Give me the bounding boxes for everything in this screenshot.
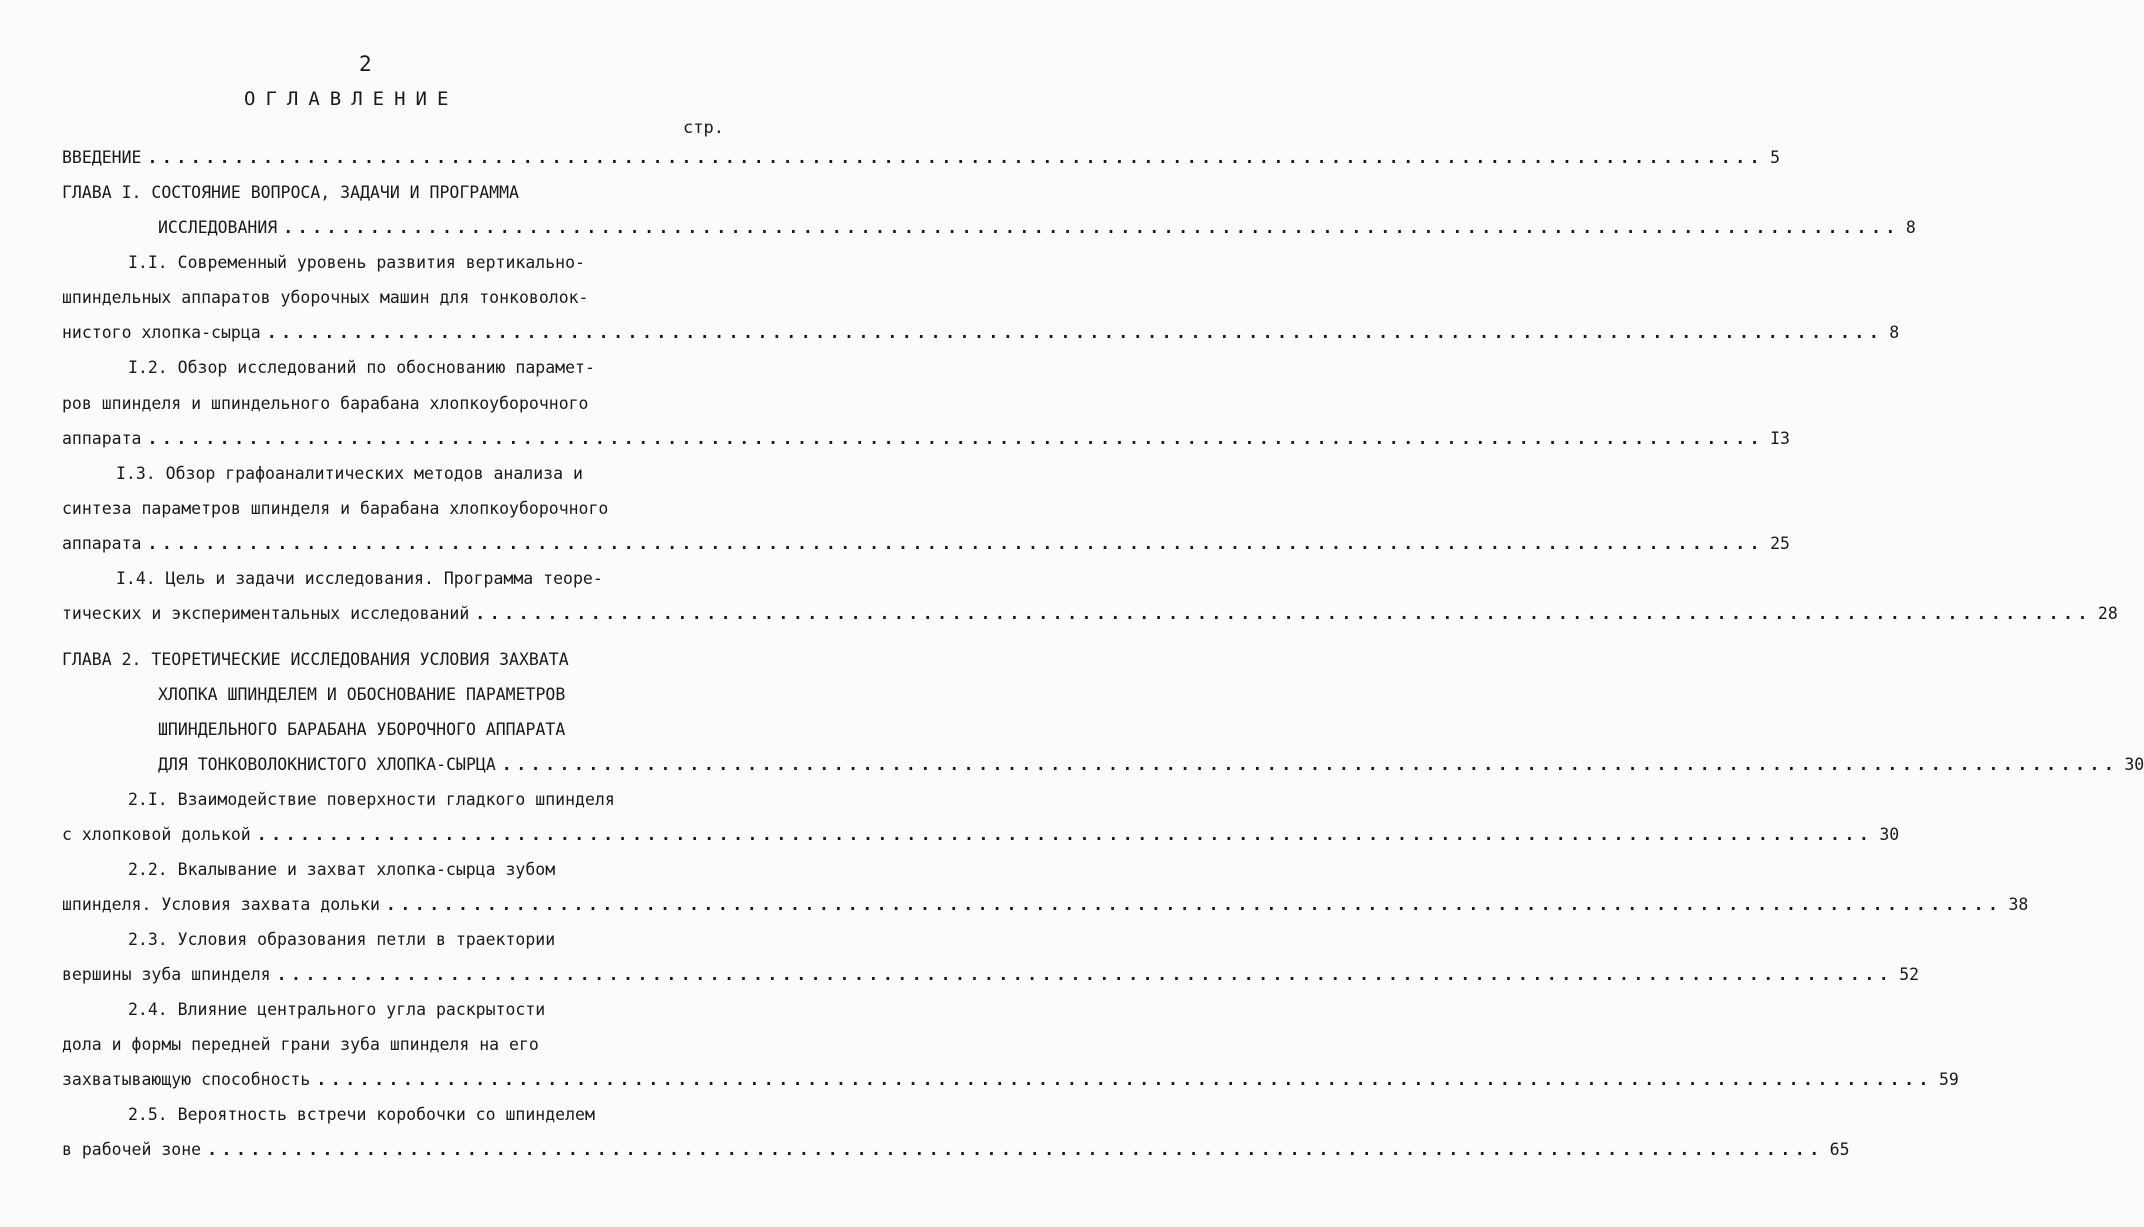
- toc-section-2-5-line-1[interactable]: [128, 1105, 595, 1131]
- toc-entry-page: 5: [1770, 148, 1781, 167]
- toc-chapter-2-line-3[interactable]: [158, 720, 565, 746]
- toc-chapter-1-line-1[interactable]: [62, 183, 519, 209]
- toc-entry-title: ДЛЯ ТОНКОВОЛОКНИСТОГО ХЛОПКА-СЫРЦА: [158, 755, 496, 774]
- toc-entry-title: с хлопковой долькой: [62, 825, 251, 844]
- toc-section-1-4-line-2[interactable]: [62, 604, 2118, 630]
- toc-entry-title: ХЛОПКА ШПИНДЕЛЕМ И ОБОСНОВАНИЕ ПАРАМЕТРОВ: [158, 685, 566, 704]
- toc-entry-title: шпиндельных аппаратов уборочных машин для тонковолок-: [62, 288, 589, 307]
- toc-entry-title: захватывающую способность: [62, 1070, 311, 1089]
- toc-section-1-1-line-1[interactable]: [128, 253, 585, 279]
- toc-entry-title: 2.5. Вероятность встречи коробочки со шпинделем: [128, 1105, 595, 1124]
- toc-chapter-2-line-4[interactable]: [158, 755, 2144, 781]
- toc-entry-title: I.I. Современный уровень развития вертикально-: [128, 253, 585, 272]
- toc-chapter-2-line-1[interactable]: [62, 650, 569, 676]
- toc-entry-page: I3: [1770, 429, 1790, 448]
- toc-entry-page: 8: [1905, 218, 1916, 237]
- toc-entry-title: 2.3. Условия образования петли в траектории: [128, 930, 556, 949]
- toc-section-1-3-line-2[interactable]: [62, 499, 608, 525]
- toc-entry-title: в рабочей зоне: [62, 1140, 202, 1159]
- toc-section-2-4-line-1[interactable]: [128, 1000, 545, 1026]
- toc-section-2-2-line-1[interactable]: [128, 860, 555, 886]
- toc-dot-leader: ................................................................................................................: [207, 1140, 1824, 1159]
- toc-entry-title: I.4. Цель и задачи исследования. Программа теоре-: [116, 569, 603, 588]
- toc-section-1-1-line-2[interactable]: [62, 288, 589, 314]
- toc-dot-leader: ................................................................................................................: [283, 218, 1900, 237]
- toc-section-1-2-line-3[interactable]: [62, 429, 1790, 455]
- toc-entry-title: I.3. Обзор графоаналитических методов анализа и: [116, 464, 583, 483]
- toc-entry-introduction[interactable]: [62, 148, 1781, 174]
- toc-entry-title: 2.I. Взаимодействие поверхности гладкого шпинделя: [128, 790, 615, 809]
- page-number: 2: [359, 52, 372, 76]
- toc-entry-page: 25: [1770, 534, 1790, 553]
- toc-chapter-1-line-2[interactable]: [158, 218, 1916, 244]
- toc-section-1-3-line-1[interactable]: [116, 464, 583, 490]
- toc-entry-title: ров шпинделя и шпиндельного барабана хлопкоуборочного: [62, 394, 589, 413]
- toc-dot-leader: ................................................................................................................: [147, 534, 1765, 553]
- page-column-header: стр.: [683, 118, 724, 138]
- toc-entry-title: I.2. Обзор исследований по обоснованию парамет-: [128, 358, 595, 377]
- toc-entry-page: 38: [2008, 895, 2029, 914]
- toc-entry-title: 2.2. Вкалывание и захват хлопка-сырца зубом: [128, 860, 556, 879]
- toc-entry-title: нистого хлопка-сырца: [62, 323, 261, 342]
- toc-entry-page: 30: [2124, 755, 2144, 774]
- toc-section-1-3-line-3[interactable]: [62, 534, 1790, 560]
- toc-entry-title: шпинделя. Условия захвата дольки: [62, 895, 380, 914]
- toc-entry-title: ИССЛЕДОВАНИЯ: [158, 218, 278, 237]
- toc-entry-title: вершины зуба шпинделя: [62, 965, 271, 984]
- toc-chapter-2-line-2[interactable]: [158, 685, 565, 711]
- toc-section-1-4-line-1[interactable]: [116, 569, 603, 595]
- toc-section-1-2-line-2[interactable]: [62, 394, 589, 420]
- toc-entry-title: ВВЕДЕНИЕ: [62, 148, 142, 167]
- toc-dot-leader: ................................................................................................................: [501, 755, 2119, 774]
- toc-dot-leader: ................................................................................................................: [147, 148, 1765, 167]
- toc-entry-title: ШПИНДЕЛЬНОГО БАРАБАНА УБОРОЧНОГО АППАРАТА: [158, 720, 566, 739]
- toc-section-2-1-line-1[interactable]: [128, 790, 615, 816]
- toc-section-2-4-line-2[interactable]: [62, 1035, 539, 1061]
- toc-entry-title: ГЛАВА 2. ТЕОРЕТИЧЕСКИЕ ИССЛЕДОВАНИЯ УСЛОВИЯ ЗАХВАТА: [62, 650, 569, 669]
- toc-section-1-1-line-3[interactable]: [62, 323, 1900, 349]
- toc-section-2-3-line-2[interactable]: [62, 965, 1920, 991]
- toc-section-2-4-line-3[interactable]: [62, 1070, 1959, 1096]
- toc-entry-page: 30: [1879, 825, 1900, 844]
- toc-entry-title: дола и формы передней грани зуба шпинделя на его: [62, 1035, 539, 1054]
- toc-entry-title: аппарата: [62, 534, 142, 553]
- toc-section-2-3-line-1[interactable]: [128, 930, 555, 956]
- toc-entry-title: тических и экспериментальных исследований: [62, 604, 470, 623]
- toc-entry-page: 59: [1938, 1070, 1959, 1089]
- toc-entry-title: аппарата: [62, 429, 142, 448]
- toc-entry-page: 28: [2097, 604, 2118, 623]
- toc-dot-leader: ................................................................................................................: [256, 825, 1874, 844]
- toc-dot-leader: ................................................................................................................: [266, 323, 1884, 342]
- toc-entry-title: 2.4. Влияние центрального угла раскрытости: [128, 1000, 546, 1019]
- toc-section-2-5-line-2[interactable]: [62, 1140, 1850, 1166]
- page-title: ОГЛАВЛЕНИЕ: [244, 88, 459, 110]
- toc-section-1-2-line-1[interactable]: [128, 358, 595, 384]
- toc-dot-leader: ................................................................................................................: [276, 965, 1894, 984]
- toc-entry-title: ГЛАВА I. СОСТОЯНИЕ ВОПРОСА, ЗАДАЧИ И ПРОГРАММА: [62, 183, 519, 202]
- toc-dot-leader: ................................................................................................................: [475, 604, 2092, 623]
- toc-entry-title: синтеза параметров шпинделя и барабана хлопкоуборочного: [62, 499, 609, 518]
- toc-section-2-2-line-2[interactable]: [62, 895, 2029, 921]
- toc-section-2-1-line-2[interactable]: [62, 825, 1900, 851]
- toc-dot-leader: ................................................................................................................: [147, 429, 1765, 448]
- toc-entry-page: 8: [1889, 323, 1900, 342]
- toc-dot-leader: ................................................................................................................: [385, 895, 2003, 914]
- toc-dot-leader: ................................................................................................................: [316, 1070, 1933, 1089]
- toc-entry-page: 65: [1829, 1140, 1850, 1159]
- toc-entry-page: 52: [1899, 965, 1920, 984]
